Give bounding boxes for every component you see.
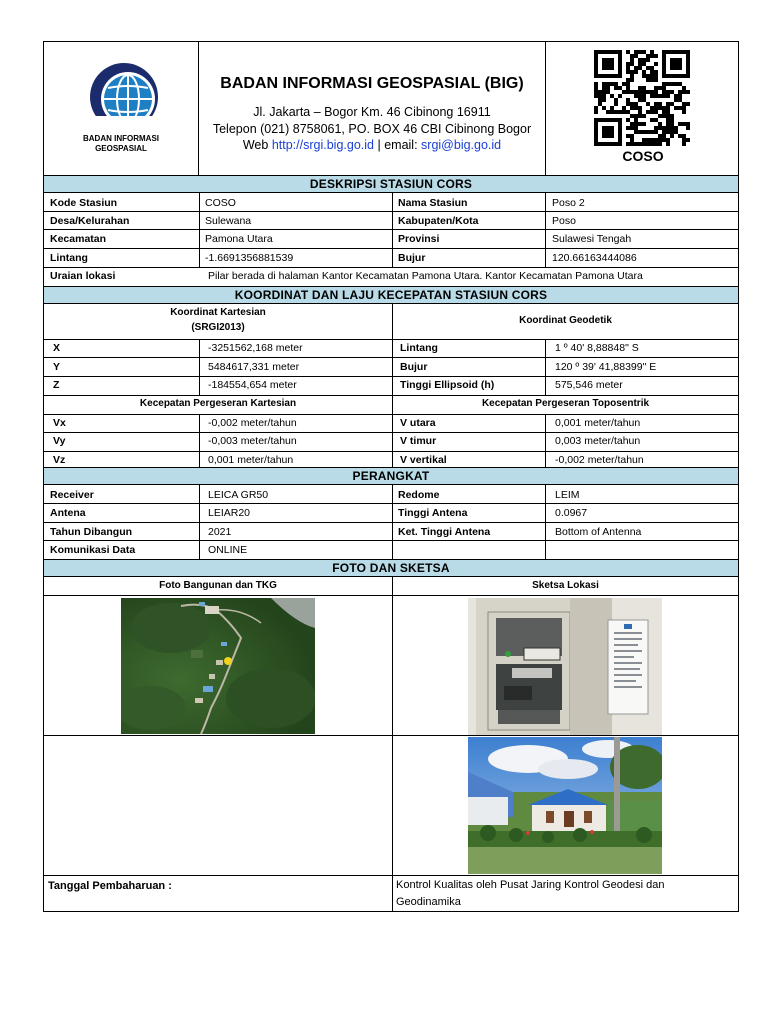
kecepatan-kartesian-title: Kecepatan Pergeseran Kartesian — [139, 398, 297, 409]
z-label: Z — [53, 379, 60, 391]
vti-label: V timur — [400, 435, 437, 447]
uraian-label: Uraian lokasi — [50, 270, 116, 282]
station-sheet — [43, 41, 739, 912]
receiver-label: Receiver — [50, 489, 94, 501]
vy-value: -0,003 meter/tahun — [208, 435, 297, 447]
section-coord-title: KOORDINAT DAN LAJU KECEPATAN STASIUN CORS — [234, 288, 548, 302]
kom-label: Komunikasi Data — [50, 544, 136, 556]
section-desc-title: DESKRIPSI STASIUN CORS — [309, 177, 473, 191]
kode-value: COSO — [205, 197, 236, 209]
z-value: -184554,654 meter — [208, 379, 297, 391]
nama-label: Nama Stasiun — [398, 197, 468, 209]
vz-value: 0,001 meter/tahun — [208, 454, 294, 466]
prov-value: Sulawesi Tengah — [552, 233, 632, 245]
antena-value: LEIAR20 — [208, 507, 251, 519]
section-device-title: PERANGKAT — [352, 469, 430, 483]
lon-label: Bujur — [400, 361, 428, 373]
y-label: Y — [53, 361, 61, 373]
kab-label: Kabupaten/Kota — [398, 215, 479, 227]
email-label: email: — [384, 138, 418, 152]
section-photo-title: FOTO DAN SKETSA — [332, 561, 450, 575]
station-code: COSO — [622, 148, 664, 164]
tinggi-value: 0.0967 — [555, 507, 588, 519]
tahun-label: Tahun Dibangun — [50, 526, 133, 538]
phone: Telepon (021) 8758061, PO. BOX 46 CBI Cibinong Bogor — [212, 122, 532, 136]
lat-label: Lintang — [400, 342, 438, 354]
satellite-map-image — [121, 598, 315, 734]
uraian-value: Pilar berada di halaman Kantor Kecamatan Pamona Utara. Kantor Kecamatan Pamona Utara — [208, 270, 643, 282]
redome-value: LEIM — [555, 489, 580, 501]
sketsa-lokasi-title: Sketsa Lokasi — [532, 580, 599, 591]
vy-label: Vy — [53, 435, 66, 447]
h-value: 575,546 meter — [555, 379, 623, 391]
bujur-value: 120.66163444086 — [552, 252, 637, 264]
web-link[interactable]: http://srgi.big.go.id — [271, 138, 374, 152]
lintang-value: -1.6691356881539 — [205, 252, 294, 264]
x-value: -3251562,168 meter — [208, 342, 303, 354]
desa-label: Desa/Kelurahan — [50, 215, 130, 227]
section-device — [44, 467, 738, 485]
nama-value: Poso 2 — [552, 197, 585, 209]
h-label: Tinggi Ellipsoid (h) — [400, 379, 495, 391]
logo-text-line2: GEOSPASIAL — [95, 144, 147, 153]
vv-value: -0,002 meter/tahun — [555, 454, 644, 466]
separator: | — [377, 138, 381, 152]
vu-value: 0,001 meter/tahun — [555, 417, 641, 429]
kode-label: Kode Stasiun — [50, 197, 118, 209]
desa-value: Sulewana — [205, 215, 252, 227]
vti-value: 0,003 meter/tahun — [555, 435, 641, 447]
ket-label: Ket. Tinggi Antena — [398, 526, 491, 538]
web-label: Web — [242, 138, 269, 152]
x-label: X — [53, 342, 61, 354]
building-photo — [468, 737, 662, 874]
kec-value: Pamona Utara — [205, 233, 273, 245]
kecepatan-toposentrik-title: Kecepatan Pergeseran Toposentrik — [481, 398, 650, 409]
section-coord — [44, 286, 738, 304]
kab-value: Poso — [552, 215, 576, 227]
vx-label: Vx — [53, 417, 66, 429]
org-title: BADAN INFORMASI GEOSPASIAL (BIG) — [220, 75, 524, 92]
redome-label: Redome — [398, 489, 440, 501]
receiver-value: LEICA GR50 — [208, 489, 269, 501]
vx-value: -0,002 meter/tahun — [208, 417, 297, 429]
y-value: 5484617,331 meter — [208, 361, 300, 373]
tahun-value: 2021 — [208, 526, 232, 538]
header-title-block — [199, 42, 545, 175]
bujur-label: Bujur — [398, 252, 426, 264]
lintang-label: Lintang — [50, 252, 88, 264]
qr-code — [594, 50, 690, 146]
kontrol-line2: Geodinamika — [396, 896, 461, 908]
big-logo — [82, 62, 162, 134]
kom-value: ONLINE — [208, 544, 248, 556]
prov-label: Provinsi — [398, 233, 440, 245]
lon-value: 120 º 39' 41,88399" E — [555, 361, 657, 373]
ket-value: Bottom of Antenna — [555, 526, 642, 538]
foto-bangunan-title: Foto Bangunan dan TKG — [159, 580, 277, 591]
kec-label: Kecamatan — [50, 233, 107, 245]
kontrol-line1: Kontrol Kualitas oleh Pusat Jaring Kontrol Geodesi dan — [396, 879, 665, 891]
geodetik-title: Koordinat Geodetik — [519, 315, 612, 326]
lat-value: 1 º 40' 8,88848" S — [555, 342, 639, 354]
kartesian-title: Koordinat Kartesian — [170, 307, 266, 318]
contact-line — [199, 138, 545, 152]
address: Jl. Jakarta – Bogor Km. 46 Cibinong 16911 — [253, 105, 491, 119]
section-photo — [44, 559, 738, 577]
email-link[interactable]: srgi@big.go.id — [421, 138, 502, 152]
tinggi-label: Tinggi Antena — [398, 507, 468, 519]
vu-label: V utara — [400, 417, 436, 429]
logo-text-line1: BADAN INFORMASI — [83, 134, 159, 143]
antena-label: Antena — [50, 507, 86, 519]
kartesian-subtitle: (SRGI2013) — [191, 322, 245, 333]
vz-label: Vz — [53, 454, 66, 466]
tanggal-label: Tanggal Pembaharuan : — [48, 880, 172, 892]
equipment-cabinet-photo — [468, 598, 662, 735]
vv-label: V vertikal — [400, 454, 447, 466]
section-desc — [44, 175, 738, 193]
